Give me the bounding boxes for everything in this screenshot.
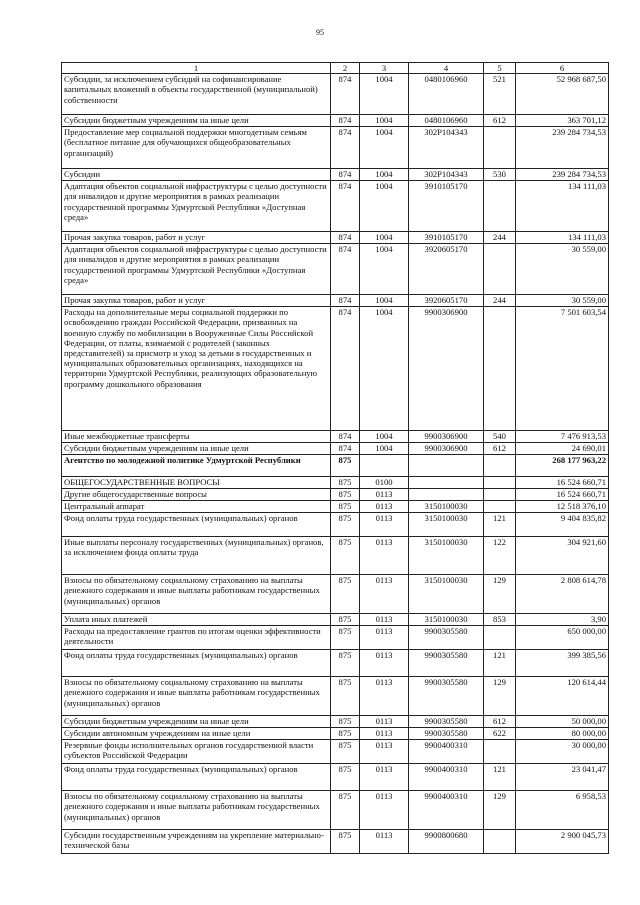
row-csr: 9900306900 xyxy=(409,431,484,443)
row-name: Взносы по обязательному социальному страхованию на выплаты денежного содержания и иные выплаты работникам государственных (муниципальных) органов xyxy=(62,677,331,716)
column-header: 3 xyxy=(360,63,409,74)
row-csr: 9900306900 xyxy=(409,307,484,431)
row-csr: 3920605170 xyxy=(409,244,484,295)
row-rz: 0113 xyxy=(360,489,409,501)
row-vr: 521 xyxy=(484,74,516,115)
row-ved: 875 xyxy=(331,677,360,716)
row-vr: 244 xyxy=(484,295,516,307)
row-rz: 0113 xyxy=(360,764,409,791)
row-rz: 1004 xyxy=(360,307,409,431)
table-row xyxy=(62,764,609,791)
row-vr: 129 xyxy=(484,575,516,614)
row-vr xyxy=(484,626,516,650)
row-ved: 875 xyxy=(331,716,360,728)
row-sum: 239 284 734,53 xyxy=(516,127,609,169)
row-ved: 875 xyxy=(331,537,360,575)
row-csr: 3910105170 xyxy=(409,232,484,244)
row-ved: 875 xyxy=(331,489,360,501)
row-vr: 129 xyxy=(484,791,516,830)
row-ved: 875 xyxy=(331,650,360,677)
row-vr: 540 xyxy=(484,431,516,443)
row-sum: 16 524 660,71 xyxy=(516,477,609,489)
table-row xyxy=(62,537,609,575)
row-vr xyxy=(484,740,516,764)
row-rz: 0113 xyxy=(360,513,409,537)
row-rz: 0113 xyxy=(360,830,409,854)
row-name: Фонд оплаты труда государственных (муниципальных) органов xyxy=(62,764,331,791)
row-csr: 9900305580 xyxy=(409,626,484,650)
row-rz xyxy=(360,455,409,477)
column-header: 6 xyxy=(516,63,609,74)
table-row xyxy=(62,513,609,537)
row-csr: 302Р104343 xyxy=(409,127,484,169)
row-vr xyxy=(484,244,516,295)
row-csr: 9900305580 xyxy=(409,728,484,740)
row-vr: 530 xyxy=(484,169,516,181)
page-number: 95 xyxy=(316,28,324,37)
row-name: Субсидии бюджетным учреждениям на иные цели xyxy=(62,716,331,728)
row-sum: 7 501 603,54 xyxy=(516,307,609,431)
row-name: Субсидии бюджетным учреждениям на иные цели xyxy=(62,115,331,127)
row-ved: 874 xyxy=(331,443,360,455)
row-vr: 121 xyxy=(484,764,516,791)
row-vr: 244 xyxy=(484,232,516,244)
row-sum: 12 518 376,10 xyxy=(516,501,609,513)
table-row xyxy=(62,74,609,115)
row-rz: 0100 xyxy=(360,477,409,489)
row-rz: 0113 xyxy=(360,537,409,575)
row-ved: 874 xyxy=(331,169,360,181)
row-rz: 1004 xyxy=(360,232,409,244)
budget-table xyxy=(61,62,609,854)
row-vr: 122 xyxy=(484,537,516,575)
row-rz: 1004 xyxy=(360,295,409,307)
row-ved: 874 xyxy=(331,115,360,127)
table-row xyxy=(62,431,609,443)
row-rz: 0113 xyxy=(360,716,409,728)
row-csr: 9900400310 xyxy=(409,740,484,764)
row-sum: 30 559,00 xyxy=(516,244,609,295)
table-row xyxy=(62,740,609,764)
column-number-row xyxy=(62,63,609,74)
row-csr xyxy=(409,489,484,501)
row-vr: 622 xyxy=(484,728,516,740)
row-name: Предоставление мер социальной поддержки многодетным семьям (бесплатное питание для обучающихся общеобразовательных организаций) xyxy=(62,127,331,169)
table-row xyxy=(62,443,609,455)
row-ved: 875 xyxy=(331,575,360,614)
row-csr: 9900305580 xyxy=(409,677,484,716)
row-sum: 23 041,47 xyxy=(516,764,609,791)
row-csr: 3910105170 xyxy=(409,181,484,232)
row-rz: 0113 xyxy=(360,614,409,626)
row-name: Субсидии xyxy=(62,169,331,181)
row-ved: 874 xyxy=(331,181,360,232)
row-ved: 875 xyxy=(331,614,360,626)
row-name: Прочая закупка товаров, работ и услуг xyxy=(62,295,331,307)
row-ved: 874 xyxy=(331,295,360,307)
table-row xyxy=(62,614,609,626)
table-body xyxy=(62,74,609,854)
row-name: Другие общегосударственные вопросы xyxy=(62,489,331,501)
table-row xyxy=(62,728,609,740)
table-row xyxy=(62,650,609,677)
row-rz: 0113 xyxy=(360,650,409,677)
row-rz: 0113 xyxy=(360,740,409,764)
row-sum: 80 000,00 xyxy=(516,728,609,740)
row-vr xyxy=(484,181,516,232)
row-sum: 239 284 734,53 xyxy=(516,169,609,181)
row-name: Субсидии бюджетным учреждениям на иные цели xyxy=(62,443,331,455)
row-csr: 302Р104343 xyxy=(409,169,484,181)
row-vr xyxy=(484,489,516,501)
table-row xyxy=(62,477,609,489)
row-name: Субсидии, за исключением субсидий на софинансирование капитальных вложений в объекты государственной (муниципальной) собственности xyxy=(62,74,331,115)
row-vr: 612 xyxy=(484,443,516,455)
row-rz: 0113 xyxy=(360,791,409,830)
row-rz: 1004 xyxy=(360,74,409,115)
row-name: Субсидии государственным учреждениям на укрепление материально-технической базы xyxy=(62,830,331,854)
table-row xyxy=(62,575,609,614)
row-rz: 1004 xyxy=(360,443,409,455)
row-csr: 0480106960 xyxy=(409,115,484,127)
table-row xyxy=(62,244,609,295)
row-ved: 875 xyxy=(331,728,360,740)
row-vr: 612 xyxy=(484,115,516,127)
row-vr: 129 xyxy=(484,677,516,716)
row-name: Иные выплаты персоналу государственных (муниципальных) органов, за исключением фонда оплаты труда xyxy=(62,537,331,575)
row-name: Расходы на дополнительные меры социальной поддержки по освобождению граждан Российской Федерации, призванных на военную службу по мобилизации в Вооруженные Силы Российской Федерации, от платы, взимаемой с родителей (законных представителей) за присмотр и уход за детьми в государственных и муниципальных образовательных организациях, находящихся на территории Удмуртской Республики, реализующих образовательную программу дошкольного образования xyxy=(62,307,331,431)
row-name: ОБЩЕГОСУДАРСТВЕННЫЕ ВОПРОСЫ xyxy=(62,477,331,489)
row-csr: 9900400310 xyxy=(409,764,484,791)
row-sum: 30 000,00 xyxy=(516,740,609,764)
row-name: Адаптация объектов социальной инфраструктуры с целью доступности для инвалидов и другие мероприятия в рамках реализации государственной программы Удмуртской Республики «Доступная среда» xyxy=(62,244,331,295)
row-csr xyxy=(409,455,484,477)
row-rz: 1004 xyxy=(360,181,409,232)
table-row xyxy=(62,501,609,513)
row-vr: 853 xyxy=(484,614,516,626)
row-ved: 875 xyxy=(331,501,360,513)
row-csr: 9900306900 xyxy=(409,443,484,455)
row-ved: 874 xyxy=(331,307,360,431)
row-name: Расходы на предоставление грантов по итогам оценки эффективности деятельности xyxy=(62,626,331,650)
row-sum: 16 524 660,71 xyxy=(516,489,609,501)
row-name: Фонд оплаты труда государственных (муниципальных) органов xyxy=(62,650,331,677)
row-csr: 9900800680 xyxy=(409,830,484,854)
row-rz: 0113 xyxy=(360,728,409,740)
row-sum: 2 808 614,78 xyxy=(516,575,609,614)
row-name: Субсидии автономным учреждениям на иные цели xyxy=(62,728,331,740)
row-rz: 1004 xyxy=(360,127,409,169)
table-row xyxy=(62,489,609,501)
row-rz: 1004 xyxy=(360,115,409,127)
table-row xyxy=(62,307,609,431)
row-name: Иные межбюджетные трансферты xyxy=(62,431,331,443)
row-name: Прочая закупка товаров, работ и услуг xyxy=(62,232,331,244)
row-rz: 0113 xyxy=(360,575,409,614)
row-ved: 875 xyxy=(331,791,360,830)
row-csr: 3150100030 xyxy=(409,513,484,537)
row-name: Центральный аппарат xyxy=(62,501,331,513)
row-csr: 3150100030 xyxy=(409,501,484,513)
row-rz: 0113 xyxy=(360,501,409,513)
table-row xyxy=(62,232,609,244)
row-csr: 3150100030 xyxy=(409,575,484,614)
row-ved: 874 xyxy=(331,127,360,169)
table-row xyxy=(62,626,609,650)
row-vr: 121 xyxy=(484,650,516,677)
row-sum: 6 958,53 xyxy=(516,791,609,830)
row-sum: 3,90 xyxy=(516,614,609,626)
table-row xyxy=(62,791,609,830)
row-sum: 268 177 963,22 xyxy=(516,455,609,477)
row-name: Взносы по обязательному социальному страхованию на выплаты денежного содержания и иные выплаты работникам государственных (муниципальных) органов xyxy=(62,791,331,830)
row-ved: 874 xyxy=(331,74,360,115)
row-sum: 650 000,00 xyxy=(516,626,609,650)
row-ved: 875 xyxy=(331,830,360,854)
column-header: 4 xyxy=(409,63,484,74)
row-csr xyxy=(409,477,484,489)
row-rz: 1004 xyxy=(360,431,409,443)
row-vr xyxy=(484,477,516,489)
table-row xyxy=(62,677,609,716)
row-sum: 2 900 045,73 xyxy=(516,830,609,854)
row-ved: 875 xyxy=(331,513,360,537)
table-row-section xyxy=(62,455,609,477)
row-sum: 7 476 913,53 xyxy=(516,431,609,443)
table-row xyxy=(62,830,609,854)
row-sum: 363 701,12 xyxy=(516,115,609,127)
row-ved: 874 xyxy=(331,232,360,244)
row-sum: 52 968 687,50 xyxy=(516,74,609,115)
row-rz: 0113 xyxy=(360,626,409,650)
row-csr: 3150100030 xyxy=(409,614,484,626)
row-ved: 875 xyxy=(331,764,360,791)
row-rz: 1004 xyxy=(360,244,409,295)
column-header: 2 xyxy=(331,63,360,74)
table-row xyxy=(62,295,609,307)
table-row xyxy=(62,716,609,728)
row-sum: 30 559,00 xyxy=(516,295,609,307)
column-header: 1 xyxy=(62,63,331,74)
table-row xyxy=(62,127,609,169)
table-row xyxy=(62,181,609,232)
row-name: Уплата иных платежей xyxy=(62,614,331,626)
row-ved: 874 xyxy=(331,431,360,443)
row-ved: 875 xyxy=(331,455,360,477)
row-name: Фонд оплаты труда государственных (муниципальных) органов xyxy=(62,513,331,537)
row-vr xyxy=(484,307,516,431)
row-rz: 0113 xyxy=(360,677,409,716)
row-sum: 134 111,03 xyxy=(516,232,609,244)
row-vr xyxy=(484,127,516,169)
row-vr xyxy=(484,455,516,477)
row-vr: 121 xyxy=(484,513,516,537)
row-vr xyxy=(484,501,516,513)
row-sum: 399 385,56 xyxy=(516,650,609,677)
row-name: Взносы по обязательному социальному страхованию на выплаты денежного содержания и иные выплаты работникам государственных (муниципальных) органов xyxy=(62,575,331,614)
table-row xyxy=(62,115,609,127)
row-ved: 875 xyxy=(331,740,360,764)
table-row xyxy=(62,169,609,181)
row-csr: 3150100030 xyxy=(409,537,484,575)
row-sum: 9 404 835,82 xyxy=(516,513,609,537)
row-csr: 9900305580 xyxy=(409,716,484,728)
row-csr: 9900400310 xyxy=(409,791,484,830)
column-header: 5 xyxy=(484,63,516,74)
row-sum: 134 111,03 xyxy=(516,181,609,232)
row-name: Адаптация объектов социальной инфраструктуры с целью доступности для инвалидов и другие мероприятия в рамках реализации государственной программы Удмуртской Республики «Доступная среда» xyxy=(62,181,331,232)
row-name: Резервные фонды исполнительных органов государственной власти субъектов Российской Федерации xyxy=(62,740,331,764)
row-sum: 24 690,01 xyxy=(516,443,609,455)
row-rz: 1004 xyxy=(360,169,409,181)
row-csr: 3920605170 xyxy=(409,295,484,307)
row-ved: 874 xyxy=(331,244,360,295)
row-name: Агентство по молодежной политике Удмуртской Республики xyxy=(62,455,331,477)
row-ved: 875 xyxy=(331,477,360,489)
row-sum: 120 614,44 xyxy=(516,677,609,716)
row-sum: 304 921,60 xyxy=(516,537,609,575)
row-ved: 875 xyxy=(331,626,360,650)
row-csr: 0480106960 xyxy=(409,74,484,115)
row-csr: 9900305580 xyxy=(409,650,484,677)
row-vr: 612 xyxy=(484,716,516,728)
row-vr xyxy=(484,830,516,854)
row-sum: 50 000,00 xyxy=(516,716,609,728)
